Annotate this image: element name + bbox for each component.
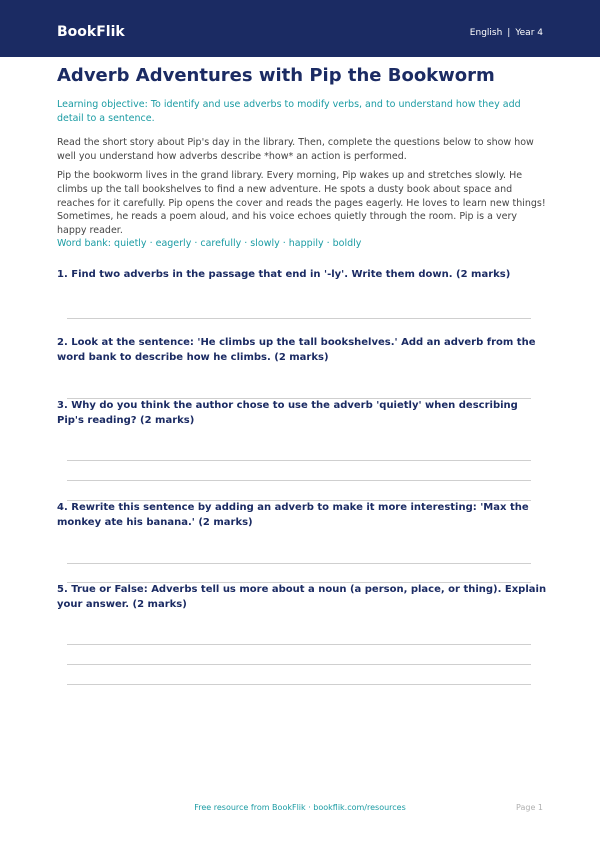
- word-bank: Word bank: quietly · eagerly · carefully · slowly · happily · boldly: [57, 238, 362, 249]
- question-4: 4. Rewrite this sentence by adding an adverb to make it more interesting: 'Max the monkey ate his banana.' (2 marks): [57, 502, 529, 528]
- footer-credit: Free resource from BookFlik · bookflik.com/resources: [194, 803, 406, 812]
- page-header: [0, 0, 600, 57]
- answer-line[interactable]: [67, 664, 531, 665]
- story-passage: Pip the bookworm lives in the grand library. Every morning, Pip wakes up and stretches slowly. He climbs up the tall bookshelves to find a new adventure. He spots a dusty book about space and reaches for it carefully. Pip opens the cover and reads the pages eagerly. He loves to learn new things! Sometimes, he reads a poem aloud, and his voice echoes quietly through the room. Pip is a very happy reader.: [57, 170, 546, 237]
- subject-label: English: [469, 28, 503, 38]
- learning-objective: Learning objective: To identify and use adverbs to modify verbs, and to understand how they add detail to a sentence.: [57, 99, 521, 124]
- subject-year-label: [470, 27, 543, 39]
- instructions: Read the short story about Pip's day in the library. Then, complete the questions below to show how well you understand how adverbs describe *how* an action is performed.: [57, 137, 534, 162]
- question-2: 2. Look at the sentence: 'He climbs up the tall bookshelves.' Add an adverb from the word bank to describe how he climbs. (2 marks): [57, 337, 536, 363]
- answer-line[interactable]: [67, 684, 531, 685]
- brand-logo: BookFlik: [57, 24, 125, 40]
- question-3: 3. Why do you think the author chose to use the adverb 'quietly' when describing Pip's reading? (2 marks): [57, 400, 518, 426]
- answer-line[interactable]: [67, 563, 531, 564]
- page-number: Page 1: [516, 803, 543, 812]
- question-5: 5. True or False: Adverbs tell us more about a noun (a person, place, or thing). Explain your answer. (2 marks): [57, 584, 547, 610]
- separator: |: [507, 28, 511, 38]
- answer-line[interactable]: [67, 644, 531, 645]
- year-label: Year 4: [515, 28, 543, 38]
- answer-line[interactable]: [67, 480, 531, 481]
- page-title: Adverb Adventures with Pip the Bookworm: [57, 65, 495, 86]
- answer-line[interactable]: [67, 460, 531, 461]
- answer-line[interactable]: [67, 318, 531, 319]
- question-1: 1. Find two adverbs in the passage that end in '-ly'. Write them down. (2 marks): [57, 269, 511, 280]
